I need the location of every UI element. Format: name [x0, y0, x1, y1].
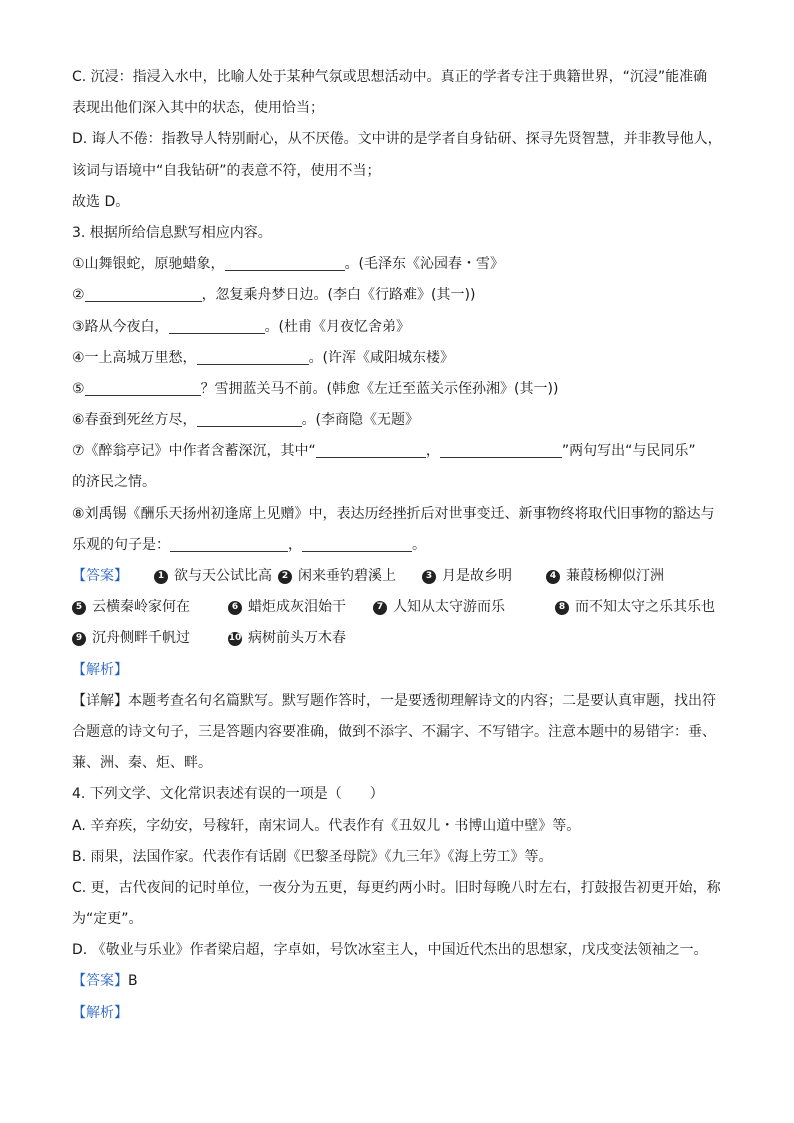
- q3-item-6-pre: ⑥春蚕到死丝方尽，: [72, 412, 197, 429]
- fill-blank[interactable]: [169, 317, 265, 334]
- answer-item: [422, 561, 546, 592]
- q3-item-2-pre: ②: [72, 287, 85, 304]
- option-d-line-2: 该词与语境中“自我钻研”的表意不符，使用不当；: [72, 162, 381, 179]
- answer-text: 蜡炬成灰泪始干: [248, 599, 346, 616]
- q4-option-d: D. 《敬业与乐业》作者梁启超，字卓如，号饮冰室主人，中国近代杰出的思想家，戊戌变法领袖之一。: [72, 942, 708, 959]
- answer-item: [72, 623, 228, 654]
- q3-item-1-post: 。(毛泽东《沁园春・雪》: [344, 256, 505, 273]
- q4-option-c-line-2: 为“定更”。: [72, 911, 143, 928]
- circled-number-icon: 1: [154, 570, 168, 584]
- q3-item-7-pre: ⑦《醉翁亭记》中作者含蓄深沉，其中“: [72, 443, 316, 460]
- circled-number-icon: 10: [228, 632, 242, 646]
- answer-text: 人知从太守游而乐: [393, 599, 505, 616]
- q4-analysis-label: 【解析】: [72, 1004, 128, 1021]
- circled-number-icon: 7: [373, 601, 387, 615]
- detail-line-3: 蒹、洲、秦、炬、畔。: [72, 755, 212, 772]
- fill-blank[interactable]: [440, 441, 562, 458]
- fill-blank[interactable]: [316, 441, 426, 458]
- circled-number-icon: 3: [422, 570, 436, 584]
- answer-text: 而不知太守之乐其乐也: [575, 599, 715, 616]
- answer-label: 【答案】: [72, 973, 128, 990]
- q3-title: 3. 根据所给信息默写相应内容。: [72, 224, 272, 241]
- q3-item-8-line-1: ⑧刘禹锡《酬乐天扬州初逢席上见赠》中，表达历经挫折后对世事变迁、新事物终将取代旧事物的豁达与: [72, 505, 715, 522]
- answer-row-2: [72, 592, 732, 623]
- q3-item-2: [72, 280, 732, 311]
- q3-item-6: [72, 405, 732, 436]
- q3-item-4: [72, 343, 732, 374]
- answer-item: [278, 561, 422, 592]
- circled-number-icon: 8: [555, 601, 569, 615]
- answer-text: 沉舟侧畔千帆过: [92, 630, 190, 647]
- fill-blank[interactable]: [225, 254, 345, 271]
- answer-text: 月是故乡明: [442, 568, 512, 584]
- fill-blank[interactable]: [197, 410, 302, 427]
- detail-text-1: 本题考查名句名篇默写。默写题作答时，一是要透彻理解诗文的内容；二是要认真审题，找出符: [128, 692, 716, 709]
- detail-line-2: 合题意的诗文句子，三是答题内容要准确，做到不添字、不漏字、不写错字。注意本题中的易错字：垂、: [72, 723, 716, 740]
- q3-item-2-post: ，忽复乘舟梦日边。(李白《行路难》(其一)): [201, 287, 476, 304]
- circled-number-icon: 5: [72, 601, 86, 615]
- q3-item-5: [72, 374, 732, 405]
- q3-item-8-post: 。: [412, 536, 426, 553]
- q3-item-3-pre: ③路从今夜白，: [72, 318, 169, 335]
- circled-number-icon: 6: [228, 601, 242, 615]
- answer-row-1: [72, 561, 732, 592]
- q3-item-7-line-2: 的济民之情。: [72, 474, 156, 491]
- q4-answer-line: [72, 966, 732, 997]
- answer-label: 【答案】: [72, 568, 128, 584]
- fill-blank[interactable]: [170, 535, 288, 552]
- q3-item-5-post: ？雪拥蓝关马不前。(韩愈《左迁至蓝关示侄孙湘》(其一)): [200, 380, 559, 397]
- q3-item-7-post: ”两句写出“与民同乐”: [561, 443, 696, 460]
- q4-answer: B: [128, 973, 138, 990]
- circled-number-icon: 4: [546, 570, 560, 584]
- answer-item: [154, 561, 278, 592]
- q3-item-1-pre: ①山舞银蛇，原驰蜡象，: [72, 256, 225, 273]
- analysis-label: 【解析】: [72, 661, 128, 678]
- q3-item-1: [72, 249, 732, 280]
- q4-option-b: B. 雨果，法国作家。代表作有话剧《巴黎圣母院》《九三年》《海上劳工》等。: [72, 848, 553, 865]
- answer-text: 蒹葭杨柳似汀洲: [566, 568, 664, 584]
- detail-line-1: [72, 686, 732, 717]
- fill-blank[interactable]: [302, 535, 412, 552]
- q3-item-7-line-1: [72, 436, 732, 467]
- fill-blank[interactable]: [85, 379, 201, 396]
- choose-line: 故选 D。: [72, 193, 130, 210]
- answer-item: [228, 623, 346, 654]
- q3-item-4-post: 。(许浑《咸阳城东楼》: [308, 349, 455, 366]
- answer-row-3: [72, 623, 732, 654]
- answer-item: [373, 592, 555, 623]
- answer-item: [555, 592, 715, 623]
- answer-text: 闲来垂钓碧溪上: [298, 568, 396, 584]
- answer-text: 云横秦岭家何在: [92, 599, 190, 616]
- q3-item-8-pre: 乐观的句子是：: [72, 536, 170, 553]
- q3-item-6-post: 。(李商隐《无题》: [301, 412, 420, 429]
- q4-option-a: A. 辛弃疾，字幼安，号稼轩，南宋词人。代表作有《丑奴儿・书博山道中壁》等。: [72, 817, 581, 834]
- q4-title: 4. 下列文学、文化常识表述有误的一项是（ ）: [72, 786, 384, 803]
- fill-blank[interactable]: [197, 348, 309, 365]
- q3-item-5-pre: ⑤: [72, 380, 85, 397]
- fill-blank[interactable]: [85, 285, 202, 302]
- answer-item: [72, 592, 228, 623]
- answer-text: 病树前头万木春: [248, 630, 346, 647]
- option-c-line-2: 表现出他们深入其中的状态，使用恰当；: [72, 100, 324, 117]
- q3-item-8-mid: ，: [288, 536, 302, 553]
- q3-item-8-line-2: [72, 530, 732, 561]
- detail-label: 【详解】: [72, 692, 128, 709]
- option-c-line-1: C. 沉浸：指浸入水中，比喻人处于某种气氛或思想活动中。真正的学者专注于典籍世界，“沉浸”能准确: [72, 69, 708, 85]
- answer-item: [228, 592, 373, 623]
- q3-item-4-pre: ④一上高城万里愁，: [72, 349, 197, 366]
- answer-text: 欲与天公试比高: [174, 568, 272, 584]
- q3-item-3-post: 。(杜甫《月夜忆舍弟》: [264, 318, 411, 335]
- answer-item: [546, 561, 664, 592]
- q3-item-7-mid: ，: [425, 443, 440, 460]
- q4-option-c-line-1: C. 更，古代夜间的记时单位，一夜分为五更，每更约两小时。旧时每晚八时左右，打鼓报告初更开始，称: [72, 879, 721, 896]
- circled-number-icon: 2: [278, 570, 292, 584]
- circled-number-icon: 9: [72, 632, 86, 646]
- q3-item-3: [72, 312, 732, 343]
- document-page: [72, 62, 732, 1029]
- option-d-line-1: D. 诲人不倦：指教导人特别耐心，从不厌倦。文中讲的是学者自身钻研、探寻先贤智慧，并非教导他人，: [72, 131, 722, 148]
